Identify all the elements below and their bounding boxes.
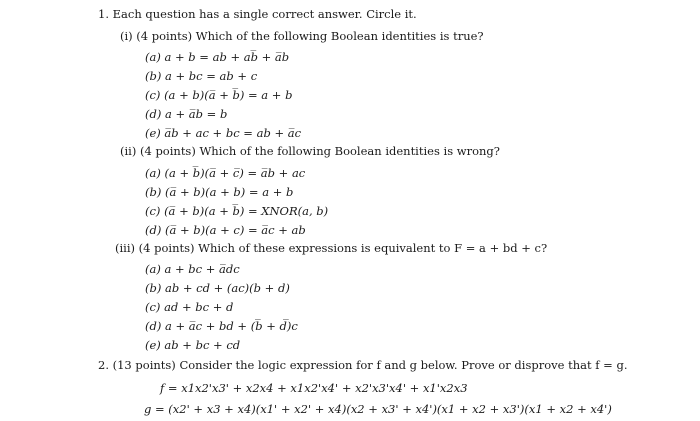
q1-part-i-prompt: (i) (4 points) Which of the following Boolean identities is true? (120, 29, 484, 43)
q1-header: 1. Each question has a single correct answer. Circle it. (98, 7, 417, 21)
q2-g-expression: g = (x2' + x3 + x4)(x1' + x2' + x4)(x2 + x3' + x4')(x1 + x2 + x3')(x1 + x2 + x4') (144, 402, 612, 416)
q1-ii-option-a[interactable]: (a) (a + b̅)(a̅ + c̅) = a̅b + ac (145, 166, 306, 180)
q1-i-option-c[interactable]: (c) (a + b)(a̅ + b̅) = a + b (145, 88, 293, 102)
q1-part-ii-prompt: (ii) (4 points) Which of the following Boolean identities is wrong? (120, 144, 500, 158)
q1-iii-option-d[interactable]: (d) a + a̅c + bd + (b̅ + d̅)c (145, 319, 298, 333)
q1-iii-option-e[interactable]: (e) ab + bc + cd (145, 338, 241, 352)
q1-i-option-a[interactable]: (a) a + b = ab + ab̅ + a̅b (145, 50, 290, 64)
q1-iii-option-b[interactable]: (b) ab + cd + (ac)(b + d) (145, 281, 290, 295)
q2-header: 2. (13 points) Consider the logic expression for f and g below. Prove or disprove that f = g. (98, 358, 628, 372)
q1-ii-option-b[interactable]: (b) (a̅ + b)(a + b) = a + b (145, 185, 294, 199)
q1-i-option-b[interactable]: (b) a + bc = ab + c (145, 69, 258, 83)
q1-ii-option-c[interactable]: (c) (a̅ + b)(a + b̅) = XNOR(a, b) (145, 204, 329, 218)
q1-ii-option-d[interactable]: (d) (a̅ + b)(a + c) = a̅c + ab (145, 223, 306, 237)
q1-iii-option-c[interactable]: (c) ad + bc + d (145, 300, 234, 314)
q2-f-expression: f = x1x2'x3' + x2x4 + x1x2'x4' + x2'x3'x4' + x1'x2x3 (160, 381, 468, 395)
q1-part-iii-prompt: (iii) (4 points) Which of these expressions is equivalent to F = a + bd + c? (115, 241, 548, 255)
q1-iii-option-a[interactable]: (a) a + bc + a̅dc (145, 262, 240, 276)
q1-i-option-e[interactable]: (e) a̅b + ac + bc = ab + a̅c (145, 126, 302, 140)
q1-i-option-d[interactable]: (d) a + a̅b = b (145, 107, 228, 121)
